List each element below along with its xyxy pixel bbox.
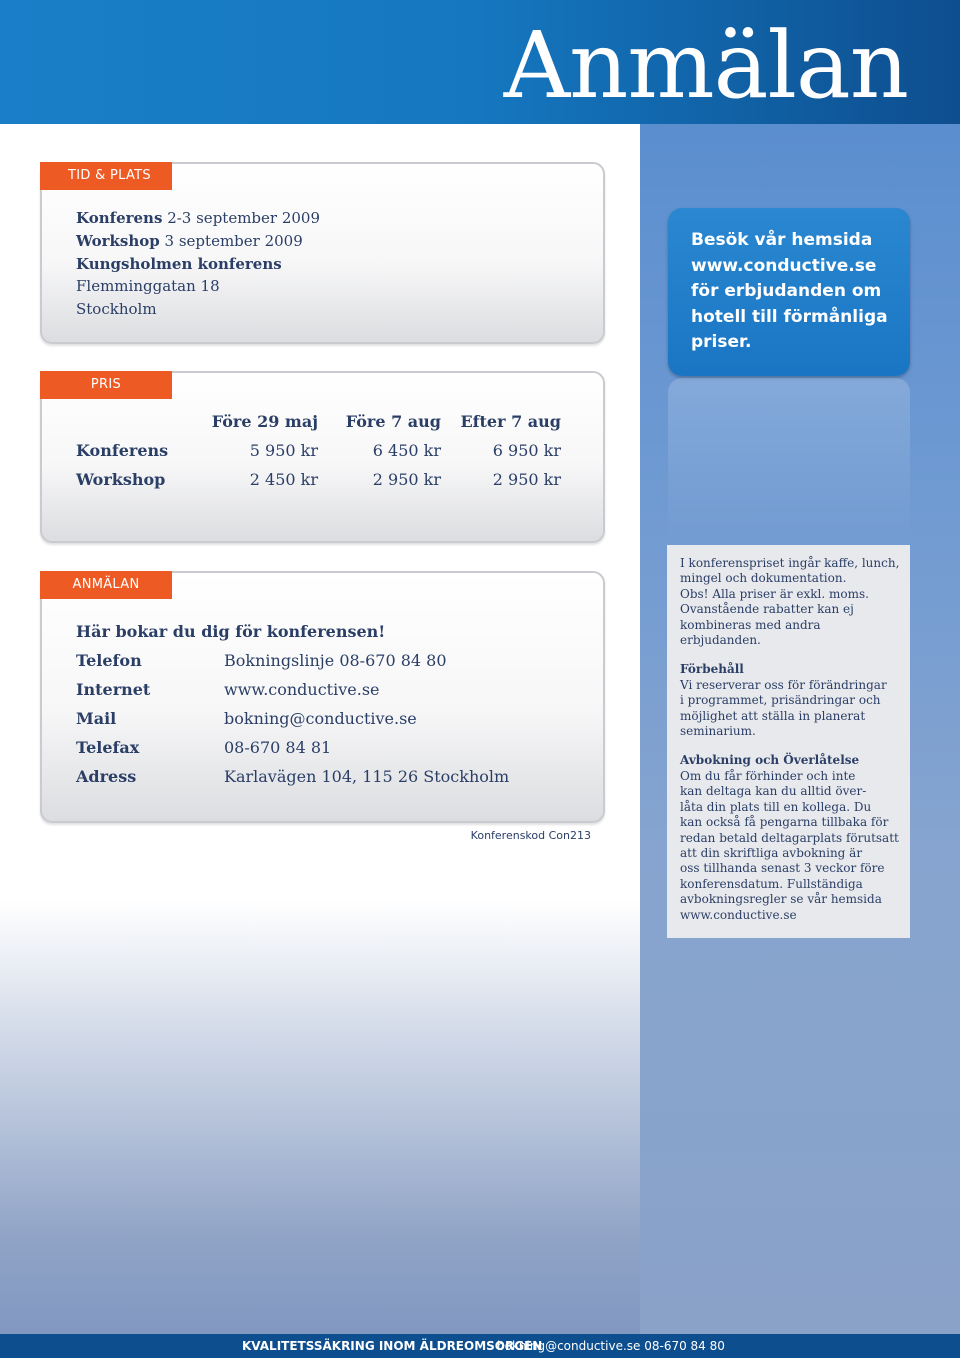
anmalan-tab: ANMÄLAN: [40, 571, 172, 599]
pris-column-header: Före 29 maj: [211, 412, 318, 431]
footer-bar: [0, 1334, 960, 1358]
pris-cell: 2 950 kr: [372, 470, 441, 489]
contact-label: Internet: [76, 680, 151, 699]
info-heading: Förbehåll: [680, 662, 744, 677]
info-line: Om du får förhinder och inte: [680, 768, 856, 783]
promo-box[interactable]: [668, 208, 910, 376]
anmalan-heading: Här bokar du dig för konferensen!: [76, 622, 386, 641]
info-line: låta din plats till en kollega. Du: [680, 799, 872, 814]
promo-line: priser.: [691, 332, 752, 352]
tid-plats-line: [76, 255, 282, 273]
tid-plats-line: [76, 232, 303, 250]
info-line: erbjudanden.: [680, 633, 761, 648]
info-line: kan också få pengarna tillbaka för: [680, 815, 889, 830]
contact-fax: 08-670 84 81: [224, 738, 332, 757]
info-line: oss tillhanda senast 3 veckor före: [680, 861, 885, 876]
info-line: redan betald deltagarplats förutsatt: [680, 830, 899, 845]
promo-line: hotell till förmånliga: [691, 306, 888, 327]
tid-plats-line: [76, 209, 320, 227]
pris-column-header: Före 7 aug: [345, 412, 441, 431]
info-line: I konferenspriset ingår kaffe, lunch,: [680, 556, 900, 570]
contact-label: Adress: [76, 767, 137, 786]
info-line: avbokningsregler se vår hemsida: [680, 892, 882, 907]
info-paragraph: [680, 662, 910, 739]
pris-column-header: Efter 7 aug: [460, 412, 561, 431]
footer-org: KVALITETSSÄKRING INOM ÄLDREOMSORGEN: [242, 1339, 543, 1353]
pris-cell: 5 950 kr: [249, 441, 318, 460]
pris-cell: 2 950 kr: [492, 470, 561, 489]
info-line: konferensdatum. Fullständiga: [680, 876, 863, 891]
tid-plats-line-value: 3 september 2009: [159, 232, 303, 250]
promo-reflection: [668, 378, 910, 538]
page-title: Anmälan: [503, 12, 908, 119]
contact-address: Karlavägen 104, 115 26 Stockholm: [224, 767, 510, 786]
info-paragraph: [680, 556, 910, 648]
tid-plats-line-label: Workshop: [76, 232, 160, 250]
info-line: att din skriftliga avbokning är: [680, 845, 863, 860]
info-line: i programmet, prisändringar och: [680, 693, 881, 708]
info-line: kombineras med andra: [680, 617, 821, 632]
tid-plats-line: [76, 300, 157, 318]
tid-plats-tab: TID & PLATS: [40, 162, 172, 190]
info-line: Obs! Alla priser är exkl. moms.: [680, 586, 869, 601]
contact-phone: Bokningslinje 08-670 84 80: [224, 651, 447, 670]
pris-row-label: Workshop: [76, 470, 166, 489]
info-link[interactable]: www.conductive.se: [680, 907, 797, 922]
pris-cell: 2 450 kr: [249, 470, 318, 489]
promo-line: för erbjudanden om: [691, 281, 882, 301]
pris-tab: PRIS: [40, 371, 172, 399]
tid-plats-line-value: 2-3 september 2009: [162, 209, 321, 227]
info-paragraph: [680, 753, 910, 922]
info-heading: Avbokning och Överlåtelse: [680, 753, 860, 768]
tid-plats-line-value: Stockholm: [76, 300, 157, 318]
pris-row-label: Konferens: [76, 441, 169, 460]
promo-link[interactable]: www.conductive.se: [691, 255, 877, 276]
info-line: seminarium.: [680, 724, 756, 739]
tid-plats-line-value: Flemminggatan 18: [76, 277, 220, 295]
info-line: mingel och dokumentation.: [680, 571, 847, 586]
email-link[interactable]: bokning@conductive.se: [224, 709, 417, 728]
promo-line: Besök vår hemsida: [691, 230, 873, 250]
tid-plats-line: [76, 277, 220, 295]
contact-label: Telefon: [76, 651, 142, 670]
info-box: [667, 545, 910, 938]
pris-cell: 6 450 kr: [372, 441, 441, 460]
contact-label: Telefax: [76, 738, 140, 757]
info-line: kan deltaga kan du alltid över-: [680, 784, 867, 799]
website-link[interactable]: www.conductive.se: [224, 680, 380, 699]
konferenskod: Konferenskod Con213: [470, 829, 591, 842]
info-line: Ovanstående rabatter kan ej: [680, 602, 854, 617]
contact-label: Mail: [76, 709, 117, 728]
tid-plats-line-label: Konferens: [76, 209, 163, 227]
info-line: möjlighet att ställa in planerat: [680, 708, 866, 723]
pris-cell: 6 950 kr: [492, 441, 561, 460]
footer-contact[interactable]: bokning@conductive.se 08-670 84 80: [497, 1339, 725, 1353]
info-line: Vi reserverar oss för förändringar: [680, 677, 887, 692]
tid-plats-line-label: Kungsholmen konferens: [76, 255, 282, 273]
